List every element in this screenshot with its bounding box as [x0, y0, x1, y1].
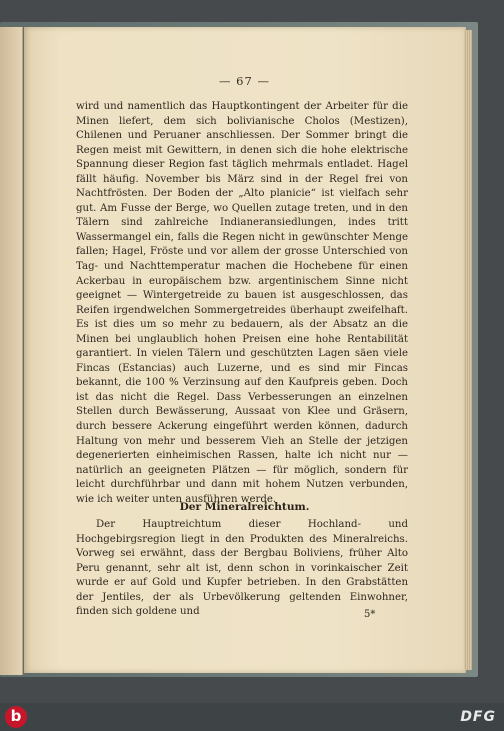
body-paragraph: wird und namentlich das Hauptkontingent der Arbeiter für die Minen liefert, dem sich bolivianische Cholos (Mestizen), Chilenen und Peruaner anschliessen. Der Sommer bringt die Regen meist mit Gewittern, in denen sich die hohe elektrische Spannung dieser Region fast täglich mehrmals entladet. Hagel fällt häufig. November bis März sind in der Regel frei von Nachtfrösten. Der Boden der „Alto planicie“ ist vielfach sehr gut. Am Fusse der Berge, wo Quellen zutage treten, und in den Tälern sind zahlreiche Indianeransiedlungen, indes tritt Wassermangel ein, falls die Regen nicht in gewünschter Menge fallen; Hagel, Fröste und vor allem der grosse Unterschied von Tag- und Nachttemperatur machen die Hochebene für einen Ackerbau in europäischem bzw. argentinischem Sinne nicht geeignet — Wintergetreide zu bauen ist ausgeschlossen, das Reifen irgendwelchen Sommergetreides überhaupt zweifelhaft. Es ist dies um so mehr zu bedauern, als der Absatz an die Minen bei unglaublich hohen Preisen eine hohe Rentabilität garantiert. In vielen Tälern und geschützten Lagen säen viele Fincas (Estancias) auch Luzerne, und es sind mir Fincas bekannt, die 100 % Verzinsung auf den Kaufpreis geben. Doch ist das nicht die Regel. Dass Verbesserungen an einzelnen Stellen durch Bewässerung, Aussaat von Klee und Gräsern, durch bessere Ackerung eingeführt werden können, dadurch Haltung von mehr und besserem Vieh an Stelle der jetzigen degenerierten einheimischen Rassen, halte ich nicht nur — natürlich an geeigneten Plätzen — für möglich, sondern für leicht durchführbar und dann mit hohem Nutzen verbunden, wie ich weiter unten ausführen werde.	[76, 101, 408, 505]
page-edges	[464, 30, 472, 670]
viewer-footer	[0, 703, 504, 731]
page-number: — 67 —	[219, 74, 270, 88]
signature-mark: 5*	[364, 609, 376, 620]
dfg-logo[interactable]: DFG	[460, 709, 496, 725]
section-heading: Der Mineralreichtum.	[179, 501, 310, 513]
library-logo-icon[interactable]: b	[5, 706, 27, 728]
book-page	[24, 27, 465, 673]
left-page-edge	[0, 27, 23, 675]
body-paragraph: Der Hauptreichtum dieser Hochland- und Hochgebirgsregion liegt in den Produkten des Mineralreichs. Vorweg sei erwähnt, dass der Bergbau Boliviens, früher Alto Peru genannt, sehr alt ist, denn schon in vorinkaischer Zeit wurde er auf Gold und Kupfer betrieben. In den Grabstätten der Jentiles, der als Urbevölkerung geltenden Einwohner, finden sich goldene und	[76, 519, 408, 618]
